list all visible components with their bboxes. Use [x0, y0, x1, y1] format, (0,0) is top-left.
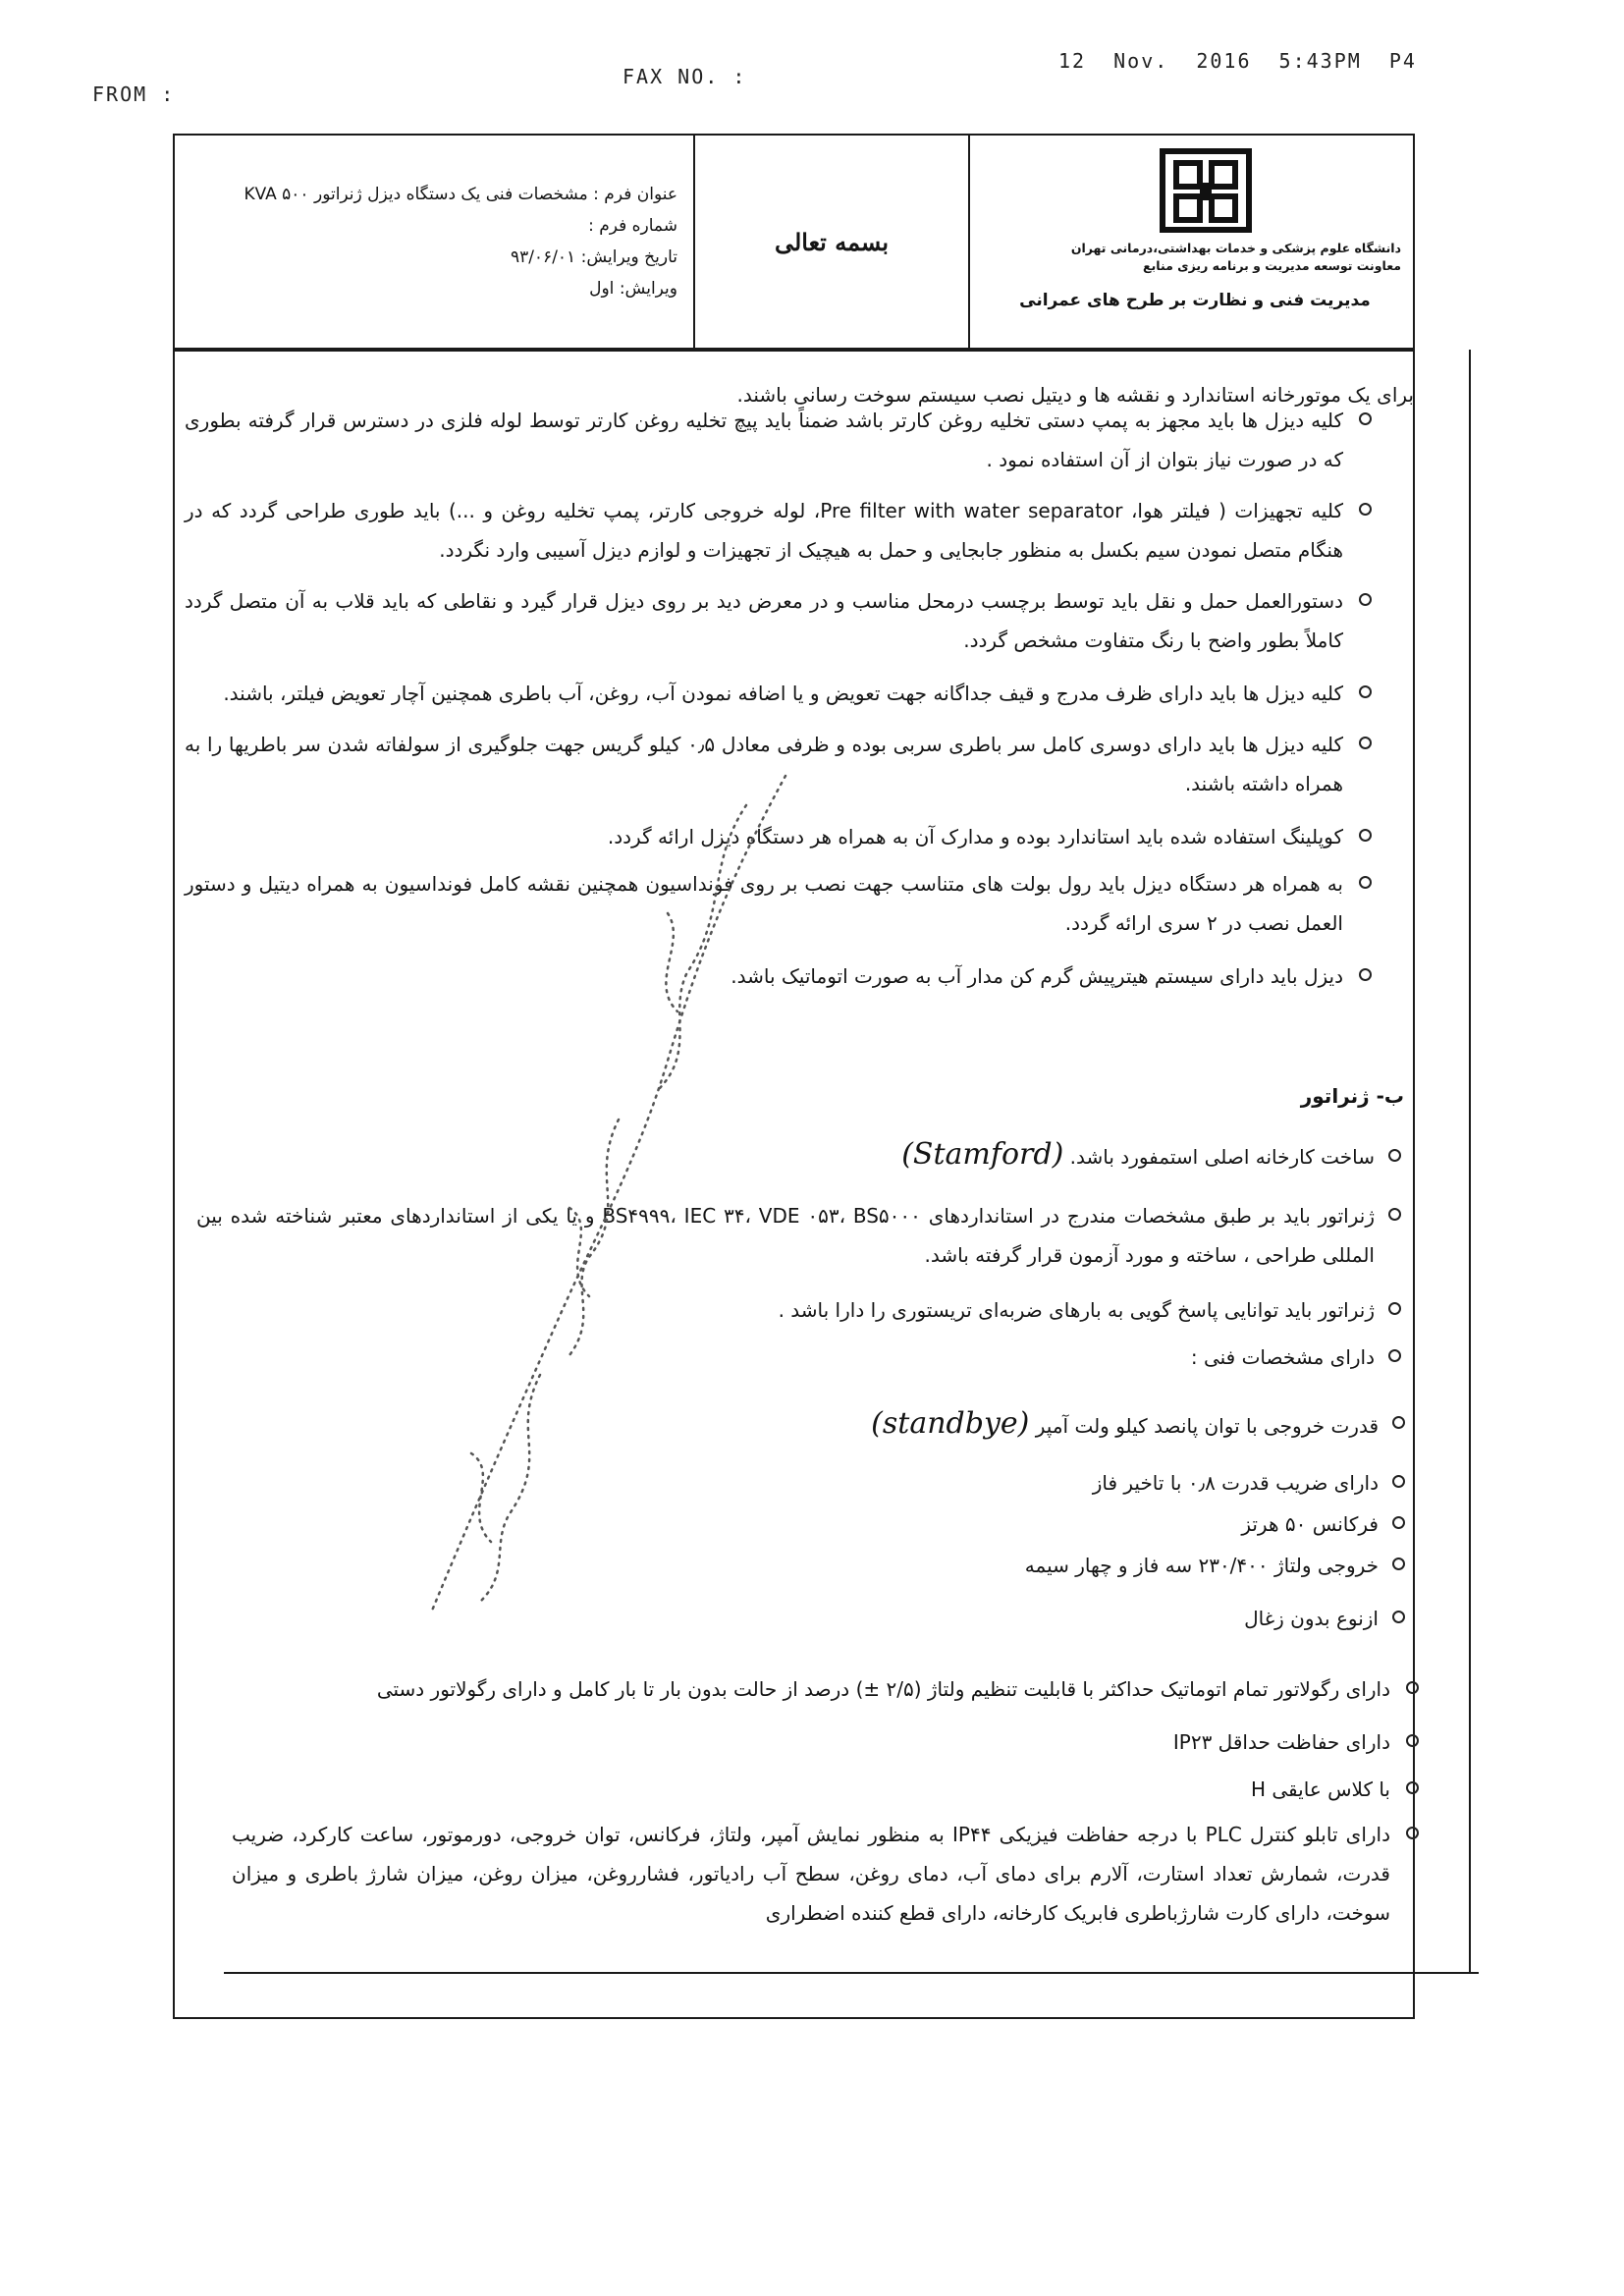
bullet-icon — [1359, 685, 1372, 698]
bullet-icon — [1388, 1149, 1401, 1162]
bullet-icon — [1359, 503, 1372, 516]
diesel-item-4: کلیه دیزل ها باید دارای ظرف مدرج و قیف جداگانه جهت تعویض و یا اضافه نمودن آب، روغن، آب باطری همچنین آچار تعویض فیلتر، باشند. — [223, 682, 1343, 705]
diesel-item-2: کلیه تجهیزات ( فیلتر هوا، Pre filter with water separator، لوله خروجی کارتر، پمپ تخلیه روغن و ...) باید طوری طراحی گردد که در هنگام متصل نمودن سیم بکسل به منظور جابجایی و حمل به هیچیک از تجهیزات و لوازم دیزل آسیبی وارد نگردد. — [185, 499, 1343, 562]
department-name: مدیریت فنی و نظارت بر طرح های عمرانی — [1019, 291, 1371, 310]
bullet-icon — [1392, 1611, 1405, 1623]
bullet-icon — [1359, 968, 1372, 981]
spec-item-3: خروجی ولتاژ ۲۳۰/۴۰۰ سه فاز و چهار سیمه — [1024, 1554, 1379, 1577]
spec-item-2: فرکانس ۵۰ هرتز — [1241, 1512, 1379, 1536]
spec-power-text: قدرت خروجی با توان پانصد کیلو ولت آمپر — [1035, 1414, 1379, 1438]
form-title: عنوان فرم : مشخصات فنی یک دستگاه دیزل ژنراتور ۵۰۰ KVA — [244, 185, 677, 204]
generator-item-1-text: ساخت کارخانه اصلی استمفورد باشد. — [1069, 1145, 1375, 1169]
organization-lines — [989, 240, 1401, 275]
feature-item-3: با کلاس عایقی H — [1250, 1777, 1390, 1801]
bullet-icon — [1388, 1302, 1401, 1315]
diesel-item-7: به همراه هر دستگاه دیزل باید رول بولت های متناسب جهت نصب بر روی فونداسیون همچنین نقشه کامل فونداسیون به همراه دیتیل و دستور العمل نصب در ۲ سری ارائه گردد. — [185, 872, 1343, 935]
university-name: دانشگاه علوم پزشکی و خدمات بهداشتی،درمانی تهران — [1070, 241, 1401, 255]
bullet-icon — [1392, 1475, 1405, 1488]
basmala-text: بسمه تعالی — [774, 227, 890, 256]
bullet-icon — [1388, 1349, 1401, 1362]
fax-date-time: 12 Nov. 2016 5:43PM P4 — [1058, 49, 1417, 73]
deputy-name: معاونت توسعه مدیریت و برنامه ریزی منابع — [1143, 258, 1401, 273]
feature-item-2: دارای حفاظت حداقل IP۲۳ — [1172, 1730, 1390, 1754]
university-logo-icon — [1157, 147, 1255, 236]
diesel-item-3: دستورالعمل حمل و نقل باید توسط برچسب درمحل مناسب و در معرض دید بر روی دیزل قرار گیرد و نقاطی که باید قلاب به آن متصل گردد کاملاً بطور واضح با رنگ متفاوت مشخص گردد. — [185, 589, 1343, 652]
diesel-item-6: کوپلینگ استفاده شده باید استاندارد بوده و مدارک آن به همراه هر دستگاه دیزل ارائه گردد. — [607, 825, 1343, 848]
generator-item-3: ژنراتور باید توانایی پاسخ گویی به بارهای ضربه‌ای تریستوری را دارا باشد . — [778, 1298, 1375, 1322]
spec-item-4: ازنوع بدون زغال — [1244, 1607, 1379, 1630]
bullet-icon — [1388, 1208, 1401, 1221]
bullet-icon — [1359, 829, 1372, 842]
bullet-icon — [1359, 876, 1372, 889]
intro-line: برای یک موتورخانه استاندارد و نقشه ها و دیتیل نصب سیستم سوخت رسانی باشند. — [736, 383, 1414, 407]
generator-brand: (Stamford) — [901, 1137, 1064, 1172]
generator-item-2: ژنراتور باید بر طبق مشخصات مندرج در استانداردهای BS۴۹۹۹، IEC ۳۴، VDE ۰۵۳، BS۵۰۰۰ و یا یکی از استانداردهای معتبر شناخته شده بین المللی طراحی ، ساخته و مورد آزمون قرار گرفته باشد. — [196, 1204, 1375, 1267]
feature-item-1: دارای رگولاتور تمام اتوماتیک حداکثر با قابلیت تنظیم ولتاژ (۲/۵ ±) درصد از حالت بدون بار تا بار کامل و دارای رگولاتور دستی — [376, 1677, 1390, 1701]
spec-item-1: دارای ضریب قدرت ۰٫۸ با تاخیر فاز — [1092, 1471, 1379, 1495]
bullet-icon — [1406, 1827, 1419, 1839]
frame-bottom-line — [224, 1972, 1479, 1974]
spec-power-mode: (standbye) — [871, 1406, 1030, 1441]
generator-item-4: دارای مشخصات فنی : — [1190, 1345, 1375, 1369]
bullet-icon — [1392, 1558, 1405, 1570]
bullet-icon — [1406, 1681, 1419, 1694]
fax-from-label: FROM : — [92, 82, 176, 106]
bullet-icon — [1392, 1416, 1405, 1429]
dotted-stamp — [373, 766, 805, 1630]
edition: ویرایش: اول — [589, 279, 677, 299]
form-fields — [175, 136, 695, 348]
bullet-icon — [1392, 1516, 1405, 1529]
form-header — [173, 134, 1415, 350]
fax-number-label: FAX NO. : — [623, 65, 747, 88]
bullet-icon — [1406, 1734, 1419, 1747]
bullet-icon — [1359, 412, 1372, 425]
bullet-icon — [1359, 593, 1372, 606]
basmala — [695, 136, 970, 348]
edit-date: تاریخ ویرایش: ۹۳/۰۶/۰۱ — [510, 247, 677, 267]
generator-heading: ب- ژنراتور — [1300, 1084, 1404, 1108]
diesel-item-5: کلیه دیزل ها باید دارای دوسری کامل سر باطری سربی بوده و ظرفی معادل ۰٫۵ کیلو گریس جهت جلوگیری از سولفاته شدن سر باطریها را به همراه داشته باشند. — [185, 733, 1344, 795]
organization-block — [970, 136, 1413, 348]
bullet-icon — [1359, 737, 1372, 749]
frame-right-line — [1469, 350, 1471, 1972]
diesel-item-8: دیزل باید دارای سیستم هیترپیش گرم کن مدار آب به صورت اتوماتیک باشد. — [731, 964, 1343, 988]
feature-item-4: دارای تابلو کنترل PLC با درجه حفاظت فیزیکی IP۴۴ به منظور نمایش آمپر، ولتاژ، فرکانس، توان خروجی، دورموتور، ساعت کارکرد، ضریب قدرت، شمارش تعداد استارت، آلارم برای دمای آب، دمای روغن، سطح آب رادیاتور، فشارروغن، میزان روغن، میزان شارژ باطری و میزان سوخت، دارای کارت شارژباطری فابریک کارخانه، دارای قطع کننده اضطراری — [232, 1823, 1391, 1925]
bullet-icon — [1406, 1781, 1419, 1794]
diesel-item-1: کلیه دیزل ها باید مجهز به پمپ دستی تخلیه روغن کارتر باشد ضمناً باید پیچ تخلیه روغن کارتر توسط لوله فلزی در دسترس قرار گرفته بطوری که در صورت نیاز بتوان از آن استفاده نمود . — [185, 409, 1343, 471]
form-number: شماره فرم : — [588, 216, 677, 236]
